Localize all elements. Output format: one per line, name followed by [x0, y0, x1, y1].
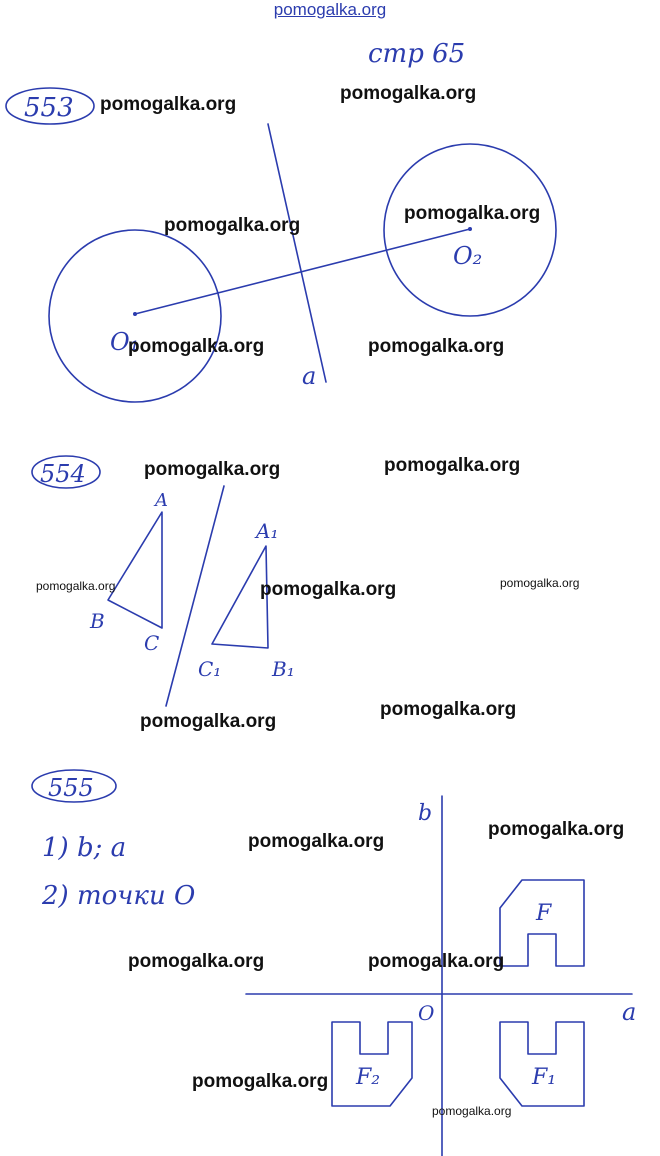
label-o1: O₁	[110, 328, 140, 356]
watermark: pomogalka.org	[192, 1071, 329, 1092]
watermark: pomogalka.org	[368, 951, 505, 972]
label-f: F	[536, 901, 552, 926]
watermark: pomogalka.org	[128, 951, 265, 972]
figure-f1	[500, 1022, 584, 1106]
watermark: pomogalka.org	[140, 711, 277, 732]
watermark: pomogalka.org	[36, 579, 116, 593]
answer-1: 1) b; a	[42, 833, 127, 863]
label-A: A	[155, 490, 168, 511]
task-555-number: 555	[48, 774, 94, 802]
segment-o1-o2	[135, 229, 470, 314]
watermark: pomogalka.org	[432, 1104, 512, 1118]
label-origin-o: O	[418, 1001, 435, 1025]
watermark: pomogalka.org	[248, 831, 385, 852]
label-B: B	[90, 609, 105, 633]
page-note: стр 65	[368, 39, 466, 69]
label-A1: A₁	[256, 519, 279, 543]
label-f2: F₂	[356, 1065, 381, 1090]
label-axis-a: a	[622, 998, 637, 1026]
watermark: pomogalka.org	[128, 336, 265, 357]
watermark: pomogalka.org	[380, 699, 517, 720]
watermark: pomogalka.org	[164, 215, 301, 236]
watermark: pomogalka.org	[260, 579, 397, 600]
label-axis-b: b	[418, 801, 433, 826]
watermark: pomogalka.org	[368, 336, 505, 357]
watermark: pomogalka.org	[100, 94, 237, 115]
point-o1	[133, 312, 137, 316]
label-f1: F₁	[532, 1065, 557, 1090]
line-a	[268, 124, 326, 382]
task-554-number: 554	[40, 460, 86, 488]
label-o2: O₂	[453, 242, 483, 270]
watermark: pomogalka.org	[500, 576, 580, 590]
label-B1: B₁	[272, 657, 295, 681]
triangle-abc	[108, 512, 162, 628]
label-line-a: a	[302, 362, 317, 390]
figure-f2	[332, 1022, 412, 1106]
watermark: pomogalka.org	[488, 819, 625, 840]
watermark: pomogalka.org	[340, 83, 477, 104]
label-C: C	[144, 631, 160, 655]
label-C1: C₁	[198, 657, 222, 681]
watermark: pomogalka.org	[384, 455, 521, 476]
task-553-number: 553	[24, 93, 74, 123]
site-header[interactable]: pomogalka.org	[273, 0, 387, 19]
answer-2: 2) точки O	[42, 881, 196, 911]
point-o2	[468, 227, 472, 231]
watermark: pomogalka.org	[144, 459, 281, 480]
watermark: pomogalka.org	[404, 203, 541, 224]
